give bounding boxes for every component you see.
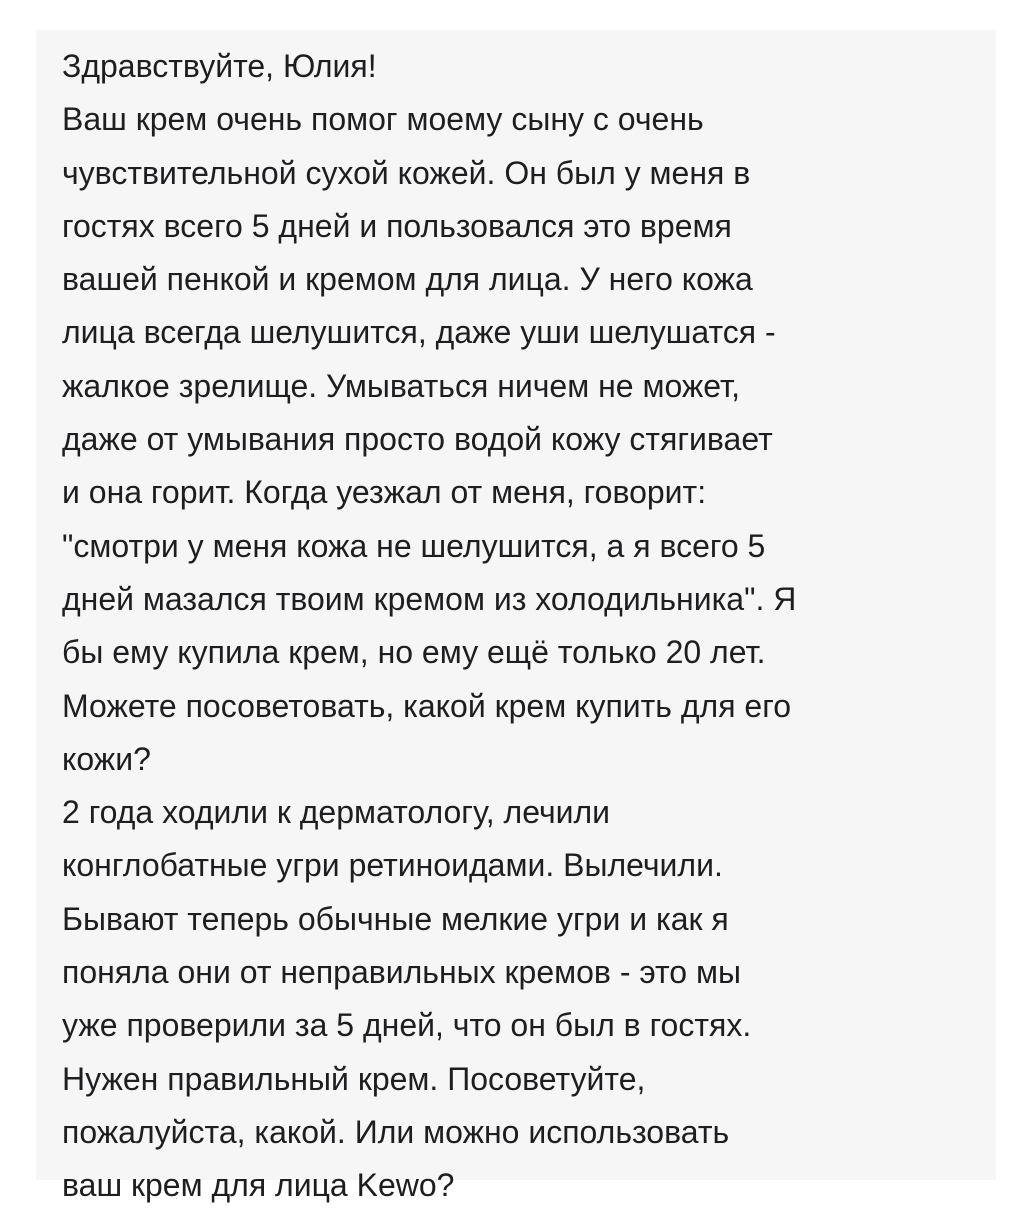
message-line: Бывают теперь обычные мелкие угри и как я [62, 900, 729, 937]
message-line: Можете посоветовать, какой крем купить для его [62, 687, 791, 724]
message-line: пожалуйста, какой. Или можно использовать [62, 1113, 730, 1150]
message-line: кожи? [62, 740, 151, 777]
message-line: "смотри у меня кожа не шелушится, а я всего 5 [62, 527, 766, 564]
message-line: лица всегда шелушится, даже уши шелушатся - [62, 314, 776, 351]
message-line: ваш крем для лица Kewo? [62, 1167, 455, 1204]
message-text [62, 40, 982, 1213]
message-line: Ваш крем очень помог моему сыну с очень [62, 101, 704, 138]
message-line: бы ему купила крем, но ему ещё только 20 лет. [62, 634, 766, 671]
message-line: даже от умывания просто водой кожу стягивает [62, 421, 773, 458]
message-line: дней мазался твоим кремом из холодильника". Я [62, 580, 797, 617]
message-line: Здравствуйте, Юлия! [62, 48, 377, 84]
message-line: поняла они от неправильных кремов - это мы [62, 954, 741, 991]
message-line: уже проверили за 5 дней, что он был в гостях. [62, 1007, 752, 1044]
message-line: жалкое зрелище. Умываться ничем не может, [62, 367, 741, 404]
message-line: чувствительной сухой кожей. Он был у меня в [62, 154, 751, 191]
message-line: Нужен правильный крем. Посоветуйте, [62, 1060, 646, 1097]
message-line: и она горит. Когда уезжал от меня, говорит: [62, 474, 707, 511]
message-line: конглобатные угри ретиноидами. Вылечили. [62, 847, 723, 884]
message-line: вашей пенкой и кремом для лица. У него кожа [62, 261, 753, 298]
message-line: гостях всего 5 дней и пользовался это время [62, 207, 732, 244]
message-line: 2 года ходили к дерматологу, лечили [62, 794, 611, 831]
